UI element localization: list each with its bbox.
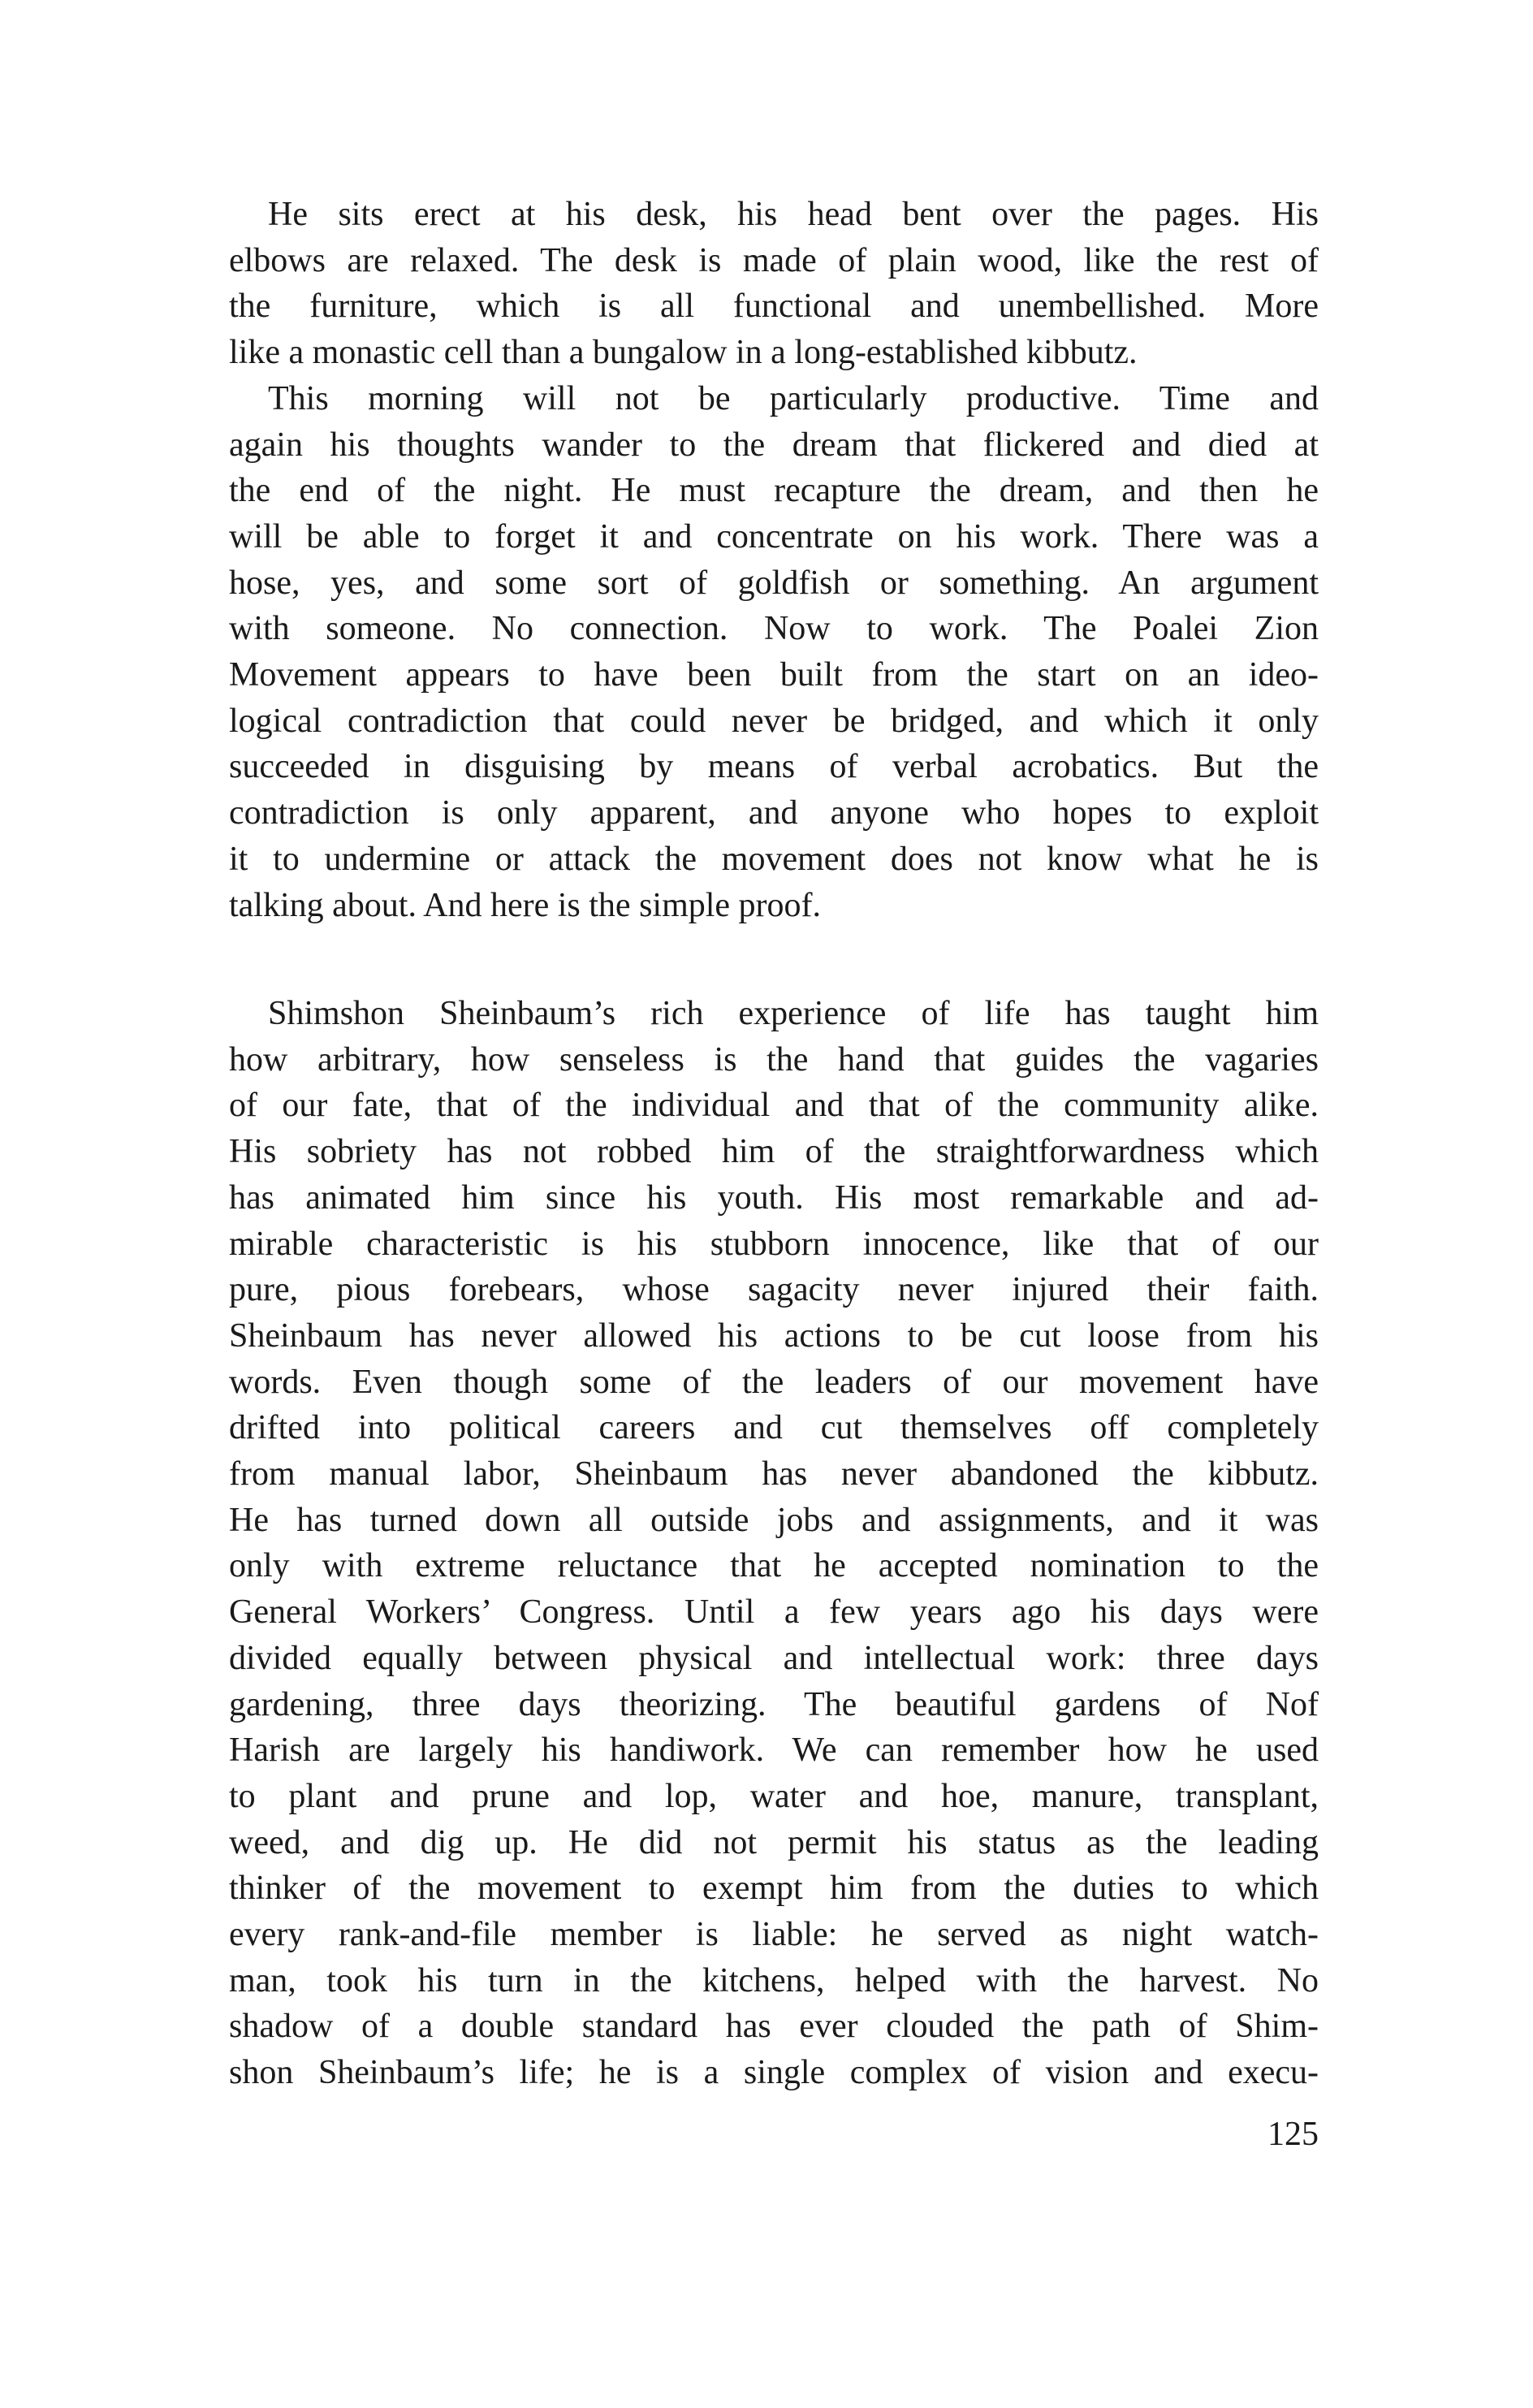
text-line: man, took his turn in the kitchens, helped with the harvest. No — [229, 1961, 1319, 1999]
text-line: to plant and prune and lop, water and hoe, manure, transplant, — [229, 1777, 1319, 1815]
text-line: Movement appears to have been built from the start on an ideo- — [229, 656, 1319, 694]
text-line: will be able to forget it and concentrate on his work. There was a — [229, 517, 1319, 556]
text-line: elbows are relaxed. The desk is made of plain wood, like the rest of — [229, 241, 1319, 279]
text-section-sheinbaum — [229, 991, 1319, 2096]
text-line: like a monastic cell than a bungalow in a long-established kibbutz. — [229, 334, 1138, 372]
text-line: logical contradiction that could never be bridged, and which it only — [229, 702, 1319, 740]
text-line: General Workers’ Congress. Until a few years ago his days were — [229, 1593, 1319, 1632]
text-line: He sits erect at his desk, his head bent over the pages. His — [268, 196, 1319, 233]
text-line: gardening, three days theorizing. The beautiful gardens of Nof — [229, 1685, 1319, 1723]
text-line: He has turned down all outside jobs and assignments, and it was — [229, 1501, 1319, 1539]
text-line: from manual labor, Sheinbaum has never abandoned the kibbutz. — [229, 1455, 1319, 1494]
page-number: 125 — [1267, 2116, 1319, 2153]
text-line: pure, pious forebears, whose sagacity never injured their faith. — [229, 1271, 1319, 1309]
text-line: it to undermine or attack the movement does not know what he is — [229, 840, 1319, 878]
text-line: hose, yes, and some sort of goldfish or something. An argument — [229, 564, 1319, 602]
text-line: how arbitrary, how senseless is the hand that guides the vagaries — [229, 1040, 1319, 1079]
text-line: the end of the night. He must recapture the dream, and then he — [229, 472, 1319, 510]
text-line: with someone. No connection. Now to work. The Poalei Zion — [229, 610, 1319, 648]
text-line: drifted into political careers and cut themselves off completely — [229, 1409, 1319, 1447]
text-line: This morning will not be particularly productive. Time and — [268, 379, 1319, 417]
text-line: only with extreme reluctance that he accepted nomination to the — [229, 1547, 1319, 1585]
text-line: shon Sheinbaum’s life; he is a single complex of vision and execu- — [229, 2054, 1319, 2092]
text-line: of our fate, that of the individual and that of the community alike. — [229, 1087, 1319, 1125]
text-line: has animated him since his youth. His most remarkable and ad- — [229, 1178, 1319, 1217]
text-line: words. Even though some of the leaders of our movement have — [229, 1363, 1319, 1401]
text-line: succeeded in disguising by means of verbal acrobatics. But the — [229, 748, 1319, 786]
text-line: thinker of the movement to exempt him from the duties to which — [229, 1870, 1319, 1908]
text-line: Shimshon Sheinbaum’s rich experience of life has taught him — [268, 995, 1319, 1032]
text-line: His sobriety has not robbed him of the straightforwardness which — [229, 1133, 1319, 1171]
text-line: the furniture, which is all functional and unembellished. More — [229, 287, 1319, 326]
text-line: Sheinbaum has never allowed his actions to be cut loose from his — [229, 1316, 1319, 1355]
text-line: again his thoughts wander to the dream that flickered and died at — [229, 426, 1319, 464]
text-line: shadow of a double standard has ever clouded the path of Shim- — [229, 2008, 1319, 2046]
text-line: divided equally between physical and intellectual work: three days — [229, 1639, 1319, 1677]
text-line: Harish are largely his handiwork. We can remember how he used — [229, 1731, 1319, 1770]
text-line: contradiction is only apparent, and anyone who hopes to exploit — [229, 794, 1319, 832]
text-line: weed, and dig up. He did not permit his status as the leading — [229, 1823, 1319, 1861]
text-line: every rank-and-file member is liable: he served as night watch- — [229, 1916, 1319, 1954]
text-line: talking about. And here is the simple proof. — [229, 886, 822, 924]
text-section-dream — [229, 192, 1319, 928]
text-line: mirable characteristic is his stubborn innocence, like that of our — [229, 1225, 1319, 1263]
